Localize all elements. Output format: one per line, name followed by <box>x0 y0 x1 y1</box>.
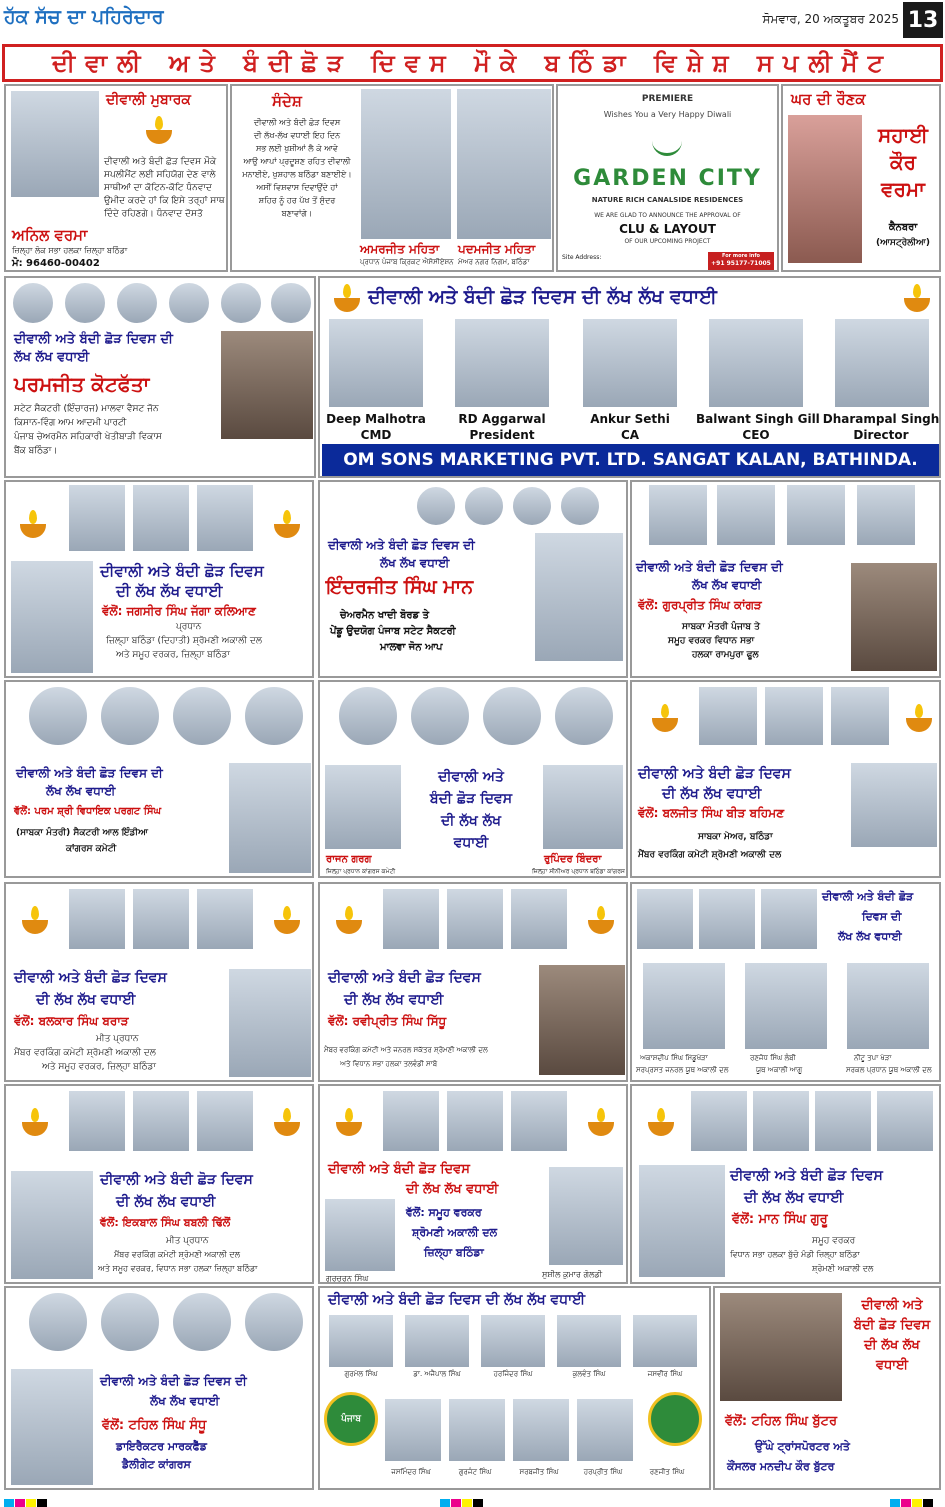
leader-photo-3 <box>786 484 846 546</box>
ad-baljit-singh <box>630 680 941 878</box>
leader-photo-1 <box>68 888 126 950</box>
diya-icon <box>274 524 300 538</box>
gc-project: OF OUR UPCOMING PROJECT <box>624 238 711 245</box>
om-person5-name: Dharampal Singh <box>822 412 940 426</box>
r3a-line2: ਦੀ ਲੱਖ ਲੱਖ ਵਧਾਈ <box>116 582 223 600</box>
ad2-person2-name: ਪਦਮਜੀਤ ਮਹਿਤਾ <box>458 242 536 256</box>
leader-photo-3 <box>196 888 254 950</box>
r7b-top-name-5: ਜਸਵੀਰ ਸਿੰਘ <box>647 1370 683 1378</box>
leader-photo-4 <box>244 1292 304 1352</box>
r7b-bottom-name-3: ਸਰਬਜੀਤ ਸਿੰਘ <box>519 1468 559 1476</box>
om-person5-role: Director <box>853 428 909 442</box>
r7c-detail1: ਉੱਘੇ ਟ੍ਰਾਂਸਪੋਰਟਰ ਅਤੇ <box>755 1440 850 1453</box>
ad-sahai-kaur <box>781 84 941 272</box>
gc-announce: WE ARE GLAD TO ANNOUNCE THE APPROVAL OF <box>594 212 741 219</box>
leader-photo-1 <box>28 686 88 746</box>
gc-logo: GARDEN CITY <box>573 166 762 191</box>
photo-deep-malhotra <box>328 318 424 408</box>
photo-ranjodh-singh <box>744 962 828 1050</box>
leader-photo-1 <box>636 888 694 950</box>
leader-photo-1 <box>648 484 708 546</box>
r7b-top-name-4: ਕੁਲਵੰਤ ਸਿੰਘ <box>572 1370 606 1378</box>
r3c-detail3: ਹਲਕਾ ਰਾਮਪੁਰਾ ਫੂਲ <box>692 650 759 660</box>
photo-baljit-singh <box>850 762 938 848</box>
r7a-detail2: ਡੈਲੀਗੇਟ ਕਾਂਗਰਸ <box>122 1458 191 1471</box>
r5c-person2-role: ਯੂਥ ਅਕਾਲੀ ਆਗੂ <box>756 1066 803 1074</box>
leader-photo-3 <box>760 888 818 950</box>
r6b-line2: ਦੀ ਲੱਖ ਲੱਖ ਵਧਾਈ <box>406 1182 499 1197</box>
member-photo-6 <box>384 1398 442 1462</box>
leader-photo-3 <box>510 1090 568 1152</box>
photo-sahai-kaur <box>787 114 863 264</box>
r4c-line2: ਦੀ ਲੱਖ ਲੱਖ ਵਧਾਈ <box>662 786 762 802</box>
diya-icon <box>274 920 300 934</box>
diya-icon <box>334 298 360 312</box>
gc-address-label: Site Address: <box>562 254 602 261</box>
r3a-line1: ਦੀਵਾਲੀ ਅਤੇ ਬੰਦੀ ਛੋੜ ਦਿਵਸ <box>100 562 264 580</box>
leader-photo-1 <box>698 686 758 746</box>
r5b-line1: ਦੀਵਾਲੀ ਅਤੇ ਬੰਦੀ ਛੋੜ ਦਿਵਸ <box>328 970 481 986</box>
leader-photo-1 <box>382 1090 440 1152</box>
r4b-person2-name: ਰੁਪਿੰਦਰ ਬਿੰਦਰਾ <box>544 854 602 865</box>
member-photo-1 <box>328 1314 394 1368</box>
leader-photo-4 <box>876 1090 934 1152</box>
r5a-role: ਮੀਤ ਪ੍ਰਧਾਨ <box>96 1034 139 1044</box>
r4b-person1-role: ਜ਼ਿਲ੍ਹਾ ਪ੍ਰਧਾਨ ਕਾਂਗਰਸ ਕਮੇਟੀ <box>326 868 396 875</box>
member-photo-9 <box>576 1398 634 1462</box>
ad-iqbal-singh-dhillon <box>4 1084 314 1284</box>
diya-icon <box>652 718 678 732</box>
ad1-phone: ਮੋ: 96460-00402 <box>12 258 100 269</box>
r5c-person2-name: ਰਣਜੋਧ ਸਿੰਘ ਲੰਬੀ <box>750 1054 796 1062</box>
r7b-top-name-2: ਡਾ. ਅਜੈਪਾਲ ਸਿੰਘ <box>413 1370 461 1378</box>
ad2-person1-name: ਅਮਰਜੀਤ ਮਹਿਤਾ <box>360 242 440 256</box>
r3c-from: ਵੱਲੋਂ: ਗੁਰਪ੍ਰੀਤ ਸਿੰਘ ਕਾਂਗੜ <box>638 598 762 612</box>
r6a-line2: ਦੀ ਲੱਖ ਲੱਖ ਵਧਾਈ <box>116 1194 216 1210</box>
photo-balwant-singh-gill <box>708 318 804 408</box>
leader-photo-3 <box>482 686 542 746</box>
photo-iqbal-singh-dhillon <box>10 1170 94 1280</box>
r6b-person1-name: ਗੁਰਚਰਨ ਸਿੰਘ <box>326 1274 369 1283</box>
photo-rajan-garg <box>324 764 402 850</box>
diya-icon <box>588 1122 614 1136</box>
leader-photo-5 <box>220 282 262 324</box>
r4b-person1-name: ਰਾਜਨ ਗਰਗ <box>326 854 372 865</box>
photo-tehal-singh-sandhu <box>10 1368 94 1486</box>
leader-photo-3 <box>814 1090 872 1152</box>
leader-photo-4 <box>168 282 210 324</box>
photo-akashdeep-singh <box>642 962 726 1050</box>
diya-icon <box>22 1122 48 1136</box>
r6b-detail1: ਸ਼੍ਰੋਮਣੀ ਅਕਾਲੀ ਦਲ <box>412 1226 498 1239</box>
ad5-line1: ਦੀਵਾਲੀ ਅਤੇ ਬੰਦੀ ਛੋੜ ਦਿਵਸ ਦੀ <box>14 332 173 347</box>
member-photo-3 <box>480 1314 546 1368</box>
member-photo-8 <box>512 1398 570 1462</box>
photo-pargat-singh <box>228 762 312 874</box>
ad1-name: ਅਨਿਲ ਵਰਮਾ <box>12 226 88 244</box>
ad5-line2: ਲੱਖ ਲੱਖ ਵਧਾਈ <box>14 350 90 365</box>
r4c-from: ਵੱਲੋਂ: ਬਲਜੀਤ ਸਿੰਘ ਬੀੜ ਬਹਿਮਣ <box>638 806 785 820</box>
photo-sushil-kumar-goldi <box>548 1166 624 1266</box>
leader-photo-1 <box>68 1090 126 1152</box>
r5c-line2: ਦਿਵਸ ਦੀ <box>862 910 902 923</box>
leader-photo-3 <box>510 888 568 950</box>
leader-photo-4 <box>560 486 600 526</box>
diya-icon <box>20 524 46 538</box>
ad4-place: ਕੈਨਬਰਾ <box>888 222 918 233</box>
ad-raviprit-singh-sidhu <box>318 882 628 1082</box>
leader-photo-2 <box>132 484 190 552</box>
leader-photo-2 <box>716 484 776 546</box>
r6c-detail1: ਵਿਧਾਨ ਸਭਾ ਹਲਕਾ ਬੁੱਚੋ ਮੰਡੀ ਜ਼ਿਲ੍ਹਾ ਬਠਿੰਡਾ <box>730 1250 860 1259</box>
leader-photo-3 <box>116 282 158 324</box>
gc-tagline: NATURE RICH CANALSIDE RESIDENCES <box>591 196 744 204</box>
ad-jagsir-singh <box>4 480 314 678</box>
r3c-detail1: ਸਾਬਕਾ ਮੰਤਰੀ ਪੰਜਾਬ ਤੇ <box>682 622 760 632</box>
diya-icon <box>906 718 932 732</box>
r4c-line1: ਦੀਵਾਲੀ ਅਤੇ ਬੰਦੀ ਛੋੜ ਦਿਵਸ <box>638 766 791 782</box>
r5c-person1-role: ਸਰਪ੍ਰਸਤ ਜਨਰਲ ਯੂਥ ਅਕਾਲੀ ਦਲ <box>636 1066 729 1074</box>
r5a-line1: ਦੀਵਾਲੀ ਅਤੇ ਬੰਦੀ ਛੋੜ ਦਿਵਸ <box>14 970 167 986</box>
r4c-detail1: ਸਾਬਕਾ ਮੇਅਰ, ਬਠਿੰਡਾ <box>698 832 773 842</box>
photo-buttar-couple <box>719 1292 843 1402</box>
ad6-title: ਦੀਵਾਲੀ ਅਤੇ ਬੰਦੀ ਛੋੜ ਦਿਵਸ ਦੀ ਲੱਖ ਲੱਖ ਵਧਾਈ <box>368 286 717 308</box>
leader-photo-2 <box>132 1090 190 1152</box>
r6c-detail2: ਸ਼੍ਰੋਮਣੀ ਅਕਾਲੀ ਦਲ <box>812 1264 874 1273</box>
r5a-line2: ਦੀ ਲੱਖ ਲੱਖ ਵਧਾਈ <box>36 992 136 1008</box>
om-sons-company-band: OM SONS MARKETING PVT. LTD. SANGAT KALAN, BATHINDA. <box>322 444 939 476</box>
leader-photo-1 <box>416 486 456 526</box>
ad2-body: ਦੀਵਾਲੀ ਅਤੇ ਬੰਦੀ ਛੋੜ ਦਿਵਸ ਦੀ ਲੱਖ-ਲੱਖ ਵਧਾਈ ਇਹ ਦਿਨ ਸਭ ਲਈ ਖੁਸ਼ੀਆਂ ਲੈ ਕੇ ਆਵੇ ਆਉ ਆਪਾਂ ਪ੍ਰਦੂਸ਼ਣ ਰਹਿਤ ਦੀਵਾਲੀ ਮਨਾਈਏ, ਖੁਸ਼ਹਾਲ ਬਠਿੰਡਾ ਬਣਾਈਏ। ਅਸੀਂ ਵਿਸ਼ਵਾਸ ਦਿਵਾਉਂਦੇ ਹਾਂ ਸ਼ਹਿਰ ਨੂੰ ਹਰ ਪੱਖ ਤੋਂ ਸੁੰਦਰ ਬਣਾਵਾਂਗੇ। <box>242 118 352 218</box>
leader-photo-1 <box>338 686 398 746</box>
r4a-detail2: ਕਾਂਗਰਸ ਕਮੇਟੀ <box>66 844 117 854</box>
leader-photo-2 <box>100 1292 160 1352</box>
leader-photo-4 <box>244 686 304 746</box>
r7b-bottom-name-5: ਰਣਜੀਤ ਸਿੰਘ <box>649 1468 685 1476</box>
ad-pargat-singh <box>4 680 314 878</box>
r3c-detail2: ਸਮੂਹ ਵਰਕਰ ਵਿਧਾਨ ਸਭਾ <box>668 636 755 646</box>
r3a-detail1: ਜ਼ਿਲ੍ਹਾ ਬਠਿੰਡਾ (ਦਿਹਾਤੀ) ਸ਼੍ਰੋਮਣੀ ਅਕਾਲੀ ਦਲ <box>106 636 262 646</box>
photo-paramjit-kotfatta <box>220 330 314 440</box>
leader-photo-3 <box>172 1292 232 1352</box>
photo-padamjit-mehta <box>456 88 552 240</box>
r4b-person2-role: ਜ਼ਿਲ੍ਹਾ ਸੀਨੀਅਰ ਪ੍ਰਧਾਨ ਬਠਿੰਡਾ ਕਾਂਗਰਸ <box>532 868 625 875</box>
r7a-line2: ਲੱਖ ਲੱਖ ਵਧਾਈ <box>150 1394 220 1408</box>
ad1-body: ਦੀਵਾਲੀ ਅਤੇ ਬੰਦੀ ਛੋੜ ਦਿਵਸ ਮੌਕੇ ਸਪਲੀਮੈਂਟ ਲਈ ਸਹਿਯੋਗ ਦੇਣ ਵਾਲੇ ਸਾਥੀਆਂ ਦਾ ਕੋਟਿਨ-ਕੋਟਿ ਧੰਨਵਾਦ ਉਮੀਦ ਕਰਦੇ ਹਾਂ ਕਿ ਇਸੇ ਤਰ੍ਹਾਂ ਸਾਥ ਦਿੰਦੇ ਰਹਿਣਗੇ। ਧੰਨਵਾਦ ਦੋਸਤੋ <box>104 157 225 219</box>
r6a-line1: ਦੀਵਾਲੀ ਅਤੇ ਬੰਦੀ ਛੋੜ ਦਿਵਸ <box>100 1172 253 1188</box>
r6c-line1: ਦੀਵਾਲੀ ਅਤੇ ਬੰਦੀ ਛੋੜ ਦਿਵਸ <box>730 1168 883 1184</box>
ad-balkar-singh-brar <box>4 882 314 1082</box>
ad-akali-dal-workers <box>318 1084 628 1284</box>
ad-rajan-garg <box>318 680 628 878</box>
photo-jagsir-singh <box>10 560 94 674</box>
ad-garden-city <box>556 84 779 272</box>
leader-photo-3 <box>196 1090 254 1152</box>
r5c-line3: ਲੱਖ ਲੱਖ ਵਧਾਈ <box>838 930 902 943</box>
registration-marks-left <box>4 1494 48 1507</box>
r7c-detail2: ਕੌਂਸਲਰ ਮਨਦੀਪ ਕੌਰ ਬੁੱਟਰ <box>727 1460 835 1473</box>
leader-photo-2 <box>752 1090 810 1152</box>
diya-icon <box>274 1122 300 1136</box>
registration-marks-center <box>440 1494 484 1507</box>
om-person4-name: Balwant Singh Gill <box>696 412 820 426</box>
leader-photo-2 <box>100 686 160 746</box>
om-person1-role: CMD <box>360 428 392 442</box>
ad4-country: (ਆਸਟ੍ਰੇਲੀਆ) <box>876 238 930 248</box>
om-person3-role: CA <box>620 428 640 442</box>
leader-photo-1 <box>12 282 54 324</box>
leader-photo-6 <box>270 282 312 324</box>
photo-inderjit-singh-mann <box>534 532 624 662</box>
ad4-title: ਘਰ ਦੀ ਰੌਣਕ <box>791 90 866 108</box>
diya-icon <box>904 298 930 312</box>
photo-amarjit-mehta <box>360 88 452 240</box>
r3b-detail3: ਮਾਲਵਾ ਜੋਨ ਆਪ <box>380 642 443 653</box>
ad1-title: ਦੀਵਾਲੀ ਮੁਬਾਰਕ <box>106 92 191 108</box>
ad-tehal-singh-sandhu <box>4 1286 314 1490</box>
r3b-line1: ਦੀਵਾਲੀ ਅਤੇ ਬੰਦੀ ਛੋੜ ਦਿਵਸ ਦੀ <box>328 538 475 552</box>
ad-gurpreet-singh-kangar <box>630 480 941 678</box>
r3b-name: ਇੰਦਰਜੀਤ ਸਿੰਘ ਮਾਨ <box>326 576 474 598</box>
page-number: 13 <box>903 2 943 38</box>
leader-photo-3 <box>196 484 254 552</box>
r5b-from: ਵੱਲੋਂ: ਰਵੀਪ੍ਰੀਤ ਸਿੰਘ ਸਿੱਧੂ <box>328 1014 447 1028</box>
ad-kisan-union <box>318 1286 711 1490</box>
union-emblem-icon: ਪੰਜਾਬ <box>324 1392 378 1446</box>
r5b-detail2: ਅਤੇ ਵਿਧਾਨ ਸਭਾ ਹਲਕਾ ਤਲਵੰਡੀ ਸਾਬੋ <box>340 1060 438 1068</box>
ad4-name: ਸਹਾਈ ਕੌਰ ਵਰਮਾ <box>878 123 928 201</box>
leader-photo-2 <box>64 282 106 324</box>
leader-photo-2 <box>698 888 756 950</box>
r3a-from: ਵੱਲੋਂ: ਜਗਸੀਰ ਸਿੰਘ ਜੱਗਾ ਕਲਿਆਣ <box>102 604 256 618</box>
registration-marks-right <box>890 1494 934 1507</box>
r3c-line2: ਲੱਖ ਲੱਖ ਵਧਾਈ <box>692 578 762 592</box>
leader-photo-2 <box>410 686 470 746</box>
om-person2-name: RD Aggarwal <box>458 412 546 426</box>
leader-photo-2 <box>464 486 504 526</box>
leader-photo-4 <box>554 686 614 746</box>
gc-contact: For more info +91 95177-71005 <box>708 252 774 270</box>
ad5-name: ਪਰਮਜੀਤ ਕੋਟਫੱਤਾ <box>14 372 150 396</box>
r7b-top-name-3: ਹਰਜਿੰਦਰ ਸਿੰਘ <box>493 1370 533 1378</box>
r6b-from: ਵੱਲੋਂ: ਸਮੂਹ ਵਰਕਰ <box>406 1206 482 1219</box>
leader-photo-1 <box>28 1292 88 1352</box>
r4a-detail1: (ਸਾਬਕਾ ਮੰਤਰੀ) ਸੈਕਟਰੀ ਆਲ ਇੰਡੀਆ <box>16 828 148 838</box>
ad-mehta-message <box>230 84 554 272</box>
r6a-detail1: ਮੈਂਬਰ ਵਰਕਿੰਗ ਕਮੇਟੀ ਸ਼੍ਰੋਮਣੀ ਅਕਾਲੀ ਦਲ <box>114 1250 241 1259</box>
ad-maan-singh-guru <box>630 1084 941 1284</box>
r6c-role: ਸਮੂਹ ਵਰਕਰ <box>812 1236 856 1246</box>
r4b-message: ਦੀਵਾਲੀ ਅਤੇ ਬੰਦੀ ਛੋੜ ਦਿਵਸ ਦੀ ਲੱਖ ਲੱਖ ਵਧਾਈ <box>429 769 513 851</box>
r7b-bottom-name-1: ਜਸਮਿੰਦਰ ਸਿੰਘ <box>391 1468 431 1476</box>
r7a-detail1: ਡਾਇਰੈਕਟਰ ਮਾਰਕਫੈੱਡ <box>116 1440 207 1453</box>
diya-icon <box>146 130 172 144</box>
leader-photo-2 <box>764 686 824 746</box>
diya-icon <box>22 920 48 934</box>
diya-icon <box>588 920 614 934</box>
leader-photo-1 <box>68 484 126 552</box>
r6b-line1: ਦੀਵਾਲੀ ਅਤੇ ਬੰਦੀ ਛੋੜ ਦਿਵਸ <box>328 1162 470 1177</box>
r7c-message: ਦੀਵਾਲੀ ਅਤੇ ਬੰਦੀ ਛੋੜ ਦਿਵਸ ਦੀ ਲੱਖ ਲੱਖ ਵਧਾਈ <box>853 1298 931 1373</box>
r5a-detail1: ਮੈਂਬਰ ਵਰਕਿੰਗ ਕਮੇਟੀ ਸ਼੍ਰੋਮਣੀ ਅਕਾਲੀ ਦਲ <box>14 1048 156 1058</box>
supplement-banner: ਦੀਵਾਲੀ ਅਤੇ ਬੰਦੀਛੋੜ ਦਿਵਸ ਮੌਕੇ ਬਠਿੰਡਾ ਵਿਸ਼ੇਸ਼ ਸਪਲੀਮੈਂਟ <box>2 44 943 82</box>
photo-neetu-tapa-khera <box>846 962 930 1050</box>
r7a-from: ਵੱਲੋਂ: ਟਹਿਲ ਸਿੰਘ ਸੰਧੂ <box>102 1418 207 1433</box>
r3a-detail2: ਅਤੇ ਸਮੂਹ ਵਰਕਰ, ਜ਼ਿਲ੍ਹਾ ਬਠਿੰਡਾ <box>116 650 230 660</box>
om-person3-name: Ankur Sethi <box>590 412 670 426</box>
om-person4-role: CEO <box>742 428 770 442</box>
r7b-top-name-1: ਗੁਰਮੇਲ ਸਿੰਘ <box>344 1370 378 1378</box>
gc-brand: PREMIERE <box>641 94 694 104</box>
ad-paramjit-kotfatta <box>4 276 316 478</box>
leader-photo-3 <box>512 486 552 526</box>
gc-clu: CLU & LAYOUT <box>619 222 716 236</box>
ad2-person2-role: ਮੇਅਰ ਨਗਰ ਨਿਗਮ, ਬਠਿੰਡਾ <box>458 258 530 266</box>
leader-photo-4 <box>856 484 916 546</box>
r6a-detail2: ਅਤੇ ਸਮੂਹ ਵਰਕਰ, ਵਿਧਾਨ ਸਭਾ ਹਲਕਾ ਜ਼ਿਲ੍ਹਾ ਬਠਿੰਡਾ <box>98 1264 258 1273</box>
r5c-person1-name: ਅਕਾਸ਼ਦੀਪ ਸਿੰਘ ਮਿੱਡੂਖੇੜਾ <box>640 1054 708 1062</box>
leaf-icon <box>652 130 682 156</box>
member-photo-5 <box>632 1314 698 1368</box>
leader-photo-1 <box>382 888 440 950</box>
ad5-details: ਸਟੇਟ ਸੈਕਟਰੀ (ਇੰਚਾਰਜ) ਮਾਲਵਾ ਵੈਸਟ ਜੋਨ ਕਿਸਾਨ-ਵਿੰਗ ਆਮ ਆਦਮੀ ਪਾਰਟੀ ਪੰਜਾਬ ਚੇਅਰਮੈਨ ਸਹਿਕਾਰੀ ਖੇਤੀਬਾੜੀ ਵਿਕਾਸ ਬੈਂਕ ਬਠਿੰਡਾ। <box>14 404 162 456</box>
om-person2-role: President <box>469 428 535 442</box>
diya-icon <box>336 920 362 934</box>
r5c-line1: ਦੀਵਾਲੀ ਅਤੇ ਬੰਦੀ ਛੋੜ <box>822 890 914 903</box>
photo-gurcharan-singh <box>324 1198 396 1272</box>
ad-inderjit-singh-mann <box>318 480 628 678</box>
r6c-line2: ਦੀ ਲੱਖ ਲੱਖ ਵਧਾਈ <box>744 1190 844 1206</box>
r3b-detail1: ਚੇਅਰਮੈਨ ਖਾਦੀ ਬੋਰਡ ਤੇ <box>340 610 429 621</box>
r6b-person2-name: ਸੁਸ਼ੀਲ ਕੁਮਾਰ ਗੋਲਡੀ <box>542 1270 603 1279</box>
r6c-from: ਵੱਲੋਂ: ਮਾਨ ਸਿੰਘ ਗੁਰੂ <box>732 1212 828 1227</box>
r3b-detail2: ਪੇਂਡੂ ਉਦਯੋਗ ਪੰਜਾਬ ਸਟੇਟ ਸੈਕਟਰੀ <box>330 626 456 637</box>
r5c-person3-name: ਨੀਟੂ ਤਪਾ ਖੇੜਾ <box>854 1054 892 1062</box>
r5a-from: ਵੱਲੋਂ: ਬਲਕਾਰ ਸਿੰਘ ਬਰਾੜ <box>14 1014 129 1028</box>
r7b-title: ਦੀਵਾਲੀ ਅਤੇ ਬੰਦੀ ਛੋੜ ਦਿਵਸ ਦੀ ਲੱਖ ਲੱਖ ਵਧਾਈ <box>328 1292 586 1308</box>
r5a-detail2: ਅਤੇ ਸਮੂਹ ਵਰਕਰ, ਜ਼ਿਲ੍ਹਾ ਬਠਿੰਡਾ <box>42 1062 156 1072</box>
r5c-person3-role: ਸਰਕਲ ਪ੍ਰਧਾਨ ਯੂਥ ਅਕਾਲੀ ਦਲ <box>846 1066 932 1074</box>
issue-date: ਸੋਮਵਾਰ, 20 ਅਕਤੂਬਰ 2025 <box>762 12 899 26</box>
r3c-line1: ਦੀਵਾਲੀ ਅਤੇ ਬੰਦੀ ਛੋੜ ਦਿਵਸ ਦੀ <box>636 560 783 574</box>
ad-tehal-singh-buttar <box>713 1286 941 1490</box>
member-photo-4 <box>556 1314 622 1368</box>
photo-maan-singh-guru <box>638 1164 726 1278</box>
leader-photo-2 <box>446 888 504 950</box>
photo-gurpreet-singh-kangar <box>850 562 938 672</box>
r7a-line1: ਦੀਵਾਲੀ ਅਤੇ ਬੰਦੀ ਛੋੜ ਦਿਵਸ ਦੀ <box>100 1374 247 1388</box>
om-person1-name: Deep Malhotra <box>326 412 426 426</box>
member-photo-2 <box>404 1314 470 1368</box>
leader-photo-3 <box>172 686 232 746</box>
ad2-title: ਸੰਦੇਸ਼ <box>272 92 302 110</box>
ad2-person1-role: ਪ੍ਰਧਾਨ ਪੰਜਾਬ ਕ੍ਰਿਕਟ ਐਸੋਸੀਏਸ਼ਨ <box>360 258 454 266</box>
r4a-from: ਵੱਲੋਂ: ਪਰਮ ਸ਼੍ਰੀ ਵਿਧਾਇਕ ਪਰਗਟ ਸਿੰਘ <box>14 806 162 817</box>
print-registration-strip <box>0 1491 945 1507</box>
masthead: ਹੱਕ ਸੱਚ ਦਾ ਪਹਿਰੇਦਾਰ <box>4 6 164 28</box>
r3b-line2: ਲੱਖ ਲੱਖ ਵਧਾਈ <box>380 556 450 570</box>
photo-anil-verma <box>10 90 100 198</box>
r5b-detail1: ਮੈਂਬਰ ਵਰਕਿੰਗ ਕਮੇਟੀ ਅਤੇ ਜਨਰਲ ਸਕੱਤਰ ਸ਼੍ਰੋਮਣੀ ਅਕਾਲੀ ਦਲ <box>324 1046 488 1054</box>
r6a-role: ਮੀਤ ਪ੍ਰਧਾਨ <box>166 1236 209 1246</box>
r3a-role: ਪ੍ਰਧਾਨ <box>176 622 202 632</box>
ad-anil-verma <box>4 84 228 272</box>
r7b-bottom-name-4: ਹਰਪ੍ਰੀਤ ਸਿੰਘ <box>583 1468 623 1476</box>
photo-rd-aggarwal <box>454 318 550 408</box>
r7c-from: ਵੱਲੋਂ: ਟਹਿਲ ਸਿੰਘ ਬੁੱਟਰ <box>725 1414 838 1429</box>
r4a-line2: ਲੱਖ ਲੱਖ ਵਧਾਈ <box>46 784 116 798</box>
r6a-from: ਵੱਲੋਂ: ਇਕਬਾਲ ਸਿੰਘ ਬਬਲੀ ਢਿੱਲੋਂ <box>100 1216 231 1229</box>
photo-raviprit-singh-sidhu <box>538 964 626 1076</box>
leader-photo-3 <box>830 686 890 746</box>
r4c-detail2: ਮੈਂਬਰ ਵਰਕਿੰਗ ਕਮੇਟੀ ਸ਼੍ਰੋਮਣੀ ਅਕਾਲੀ ਦਲ <box>638 850 782 860</box>
photo-balkar-singh-brar <box>228 968 312 1078</box>
gc-wish: Wishes You a Very Happy Diwali <box>603 110 732 119</box>
union-emblem-icon <box>648 1392 702 1446</box>
r4a-line1: ਦੀਵਾਲੀ ਅਤੇ ਬੰਦੀ ਛੋੜ ਦਿਵਸ ਦੀ <box>16 766 163 780</box>
leader-photo-2 <box>446 1090 504 1152</box>
r6b-detail2: ਜ਼ਿਲ੍ਹਾ ਬਠਿੰਡਾ <box>424 1246 484 1259</box>
diya-icon <box>648 1122 674 1136</box>
leader-photo-1 <box>690 1090 748 1152</box>
r7b-bottom-name-2: ਗੁਰਜੰਟ ਸਿੰਘ <box>458 1468 492 1476</box>
leader-photo-2 <box>132 888 190 950</box>
photo-ankur-sethi <box>582 318 678 408</box>
ad1-role: ਜ਼ਿਲ੍ਹਾ ਲੋਕ ਸਭਾ ਹਲਕਾ ਜ਼ਿਲ੍ਹਾ ਬਠਿੰਡਾ <box>12 246 128 255</box>
member-photo-7 <box>448 1398 506 1462</box>
r5b-line2: ਦੀ ਲੱਖ ਲੱਖ ਵਧਾਈ <box>344 992 444 1008</box>
diya-icon <box>336 1122 362 1136</box>
ad-youth-akali-leaders <box>630 882 941 1082</box>
photo-dharampal-singh <box>834 318 930 408</box>
photo-rupinder-bindra <box>542 764 624 850</box>
